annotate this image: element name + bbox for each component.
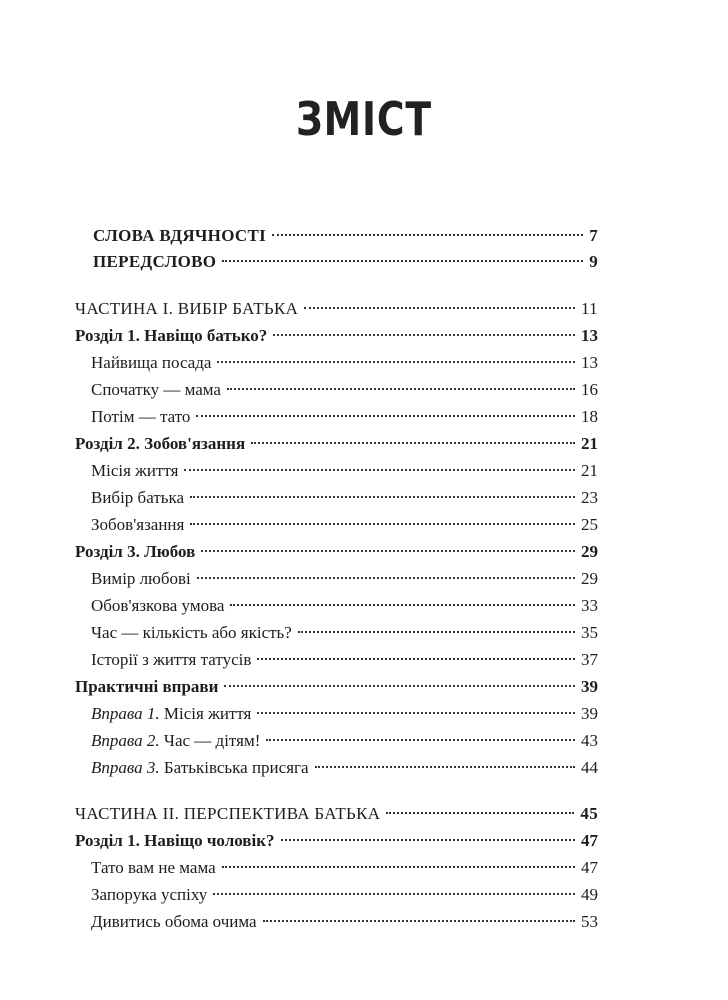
toc-entry	[91, 567, 598, 591]
leader-dots	[217, 361, 575, 363]
toc-entry-label: Розділ 1. Навіщо батько?	[75, 326, 268, 345]
toc-entry-label: Місія життя	[91, 461, 179, 480]
toc-entry-label: ЧАСТИНА ІІ. ПЕРСПЕКТИВА БАТЬКА	[75, 804, 381, 823]
toc-entry-label: СЛОВА ВДЯЧНОСТІ	[93, 226, 267, 245]
toc-entry-label: Потім — тато	[91, 407, 191, 426]
toc-entry-label: ПЕРЕДСЛОВО	[93, 252, 217, 271]
toc-entry	[91, 351, 598, 375]
leader-dots	[386, 812, 574, 814]
toc-entry-label: Дивитись обома очима	[91, 912, 257, 931]
leader-dots	[257, 712, 575, 714]
toc-entry-page: 21	[581, 461, 598, 480]
toc-entry	[91, 378, 598, 402]
toc-entry-label: Історії з життя татусів	[91, 650, 252, 669]
leader-dots	[222, 866, 575, 868]
toc-entry-label: Вимір любові	[91, 569, 191, 588]
toc-entry-label: Час — кількість або якість?	[91, 623, 292, 642]
leader-dots	[190, 496, 575, 498]
toc-entry-page: 25	[581, 515, 598, 534]
leader-dots	[273, 334, 575, 336]
toc-entry-page: 45	[580, 804, 598, 823]
toc-chapter	[75, 675, 598, 699]
toc-entry-page: 7	[589, 226, 598, 245]
toc-entry-page: 49	[581, 885, 598, 904]
toc-entry-page: 21	[581, 434, 598, 453]
exercise-title: Батьківська присяга	[163, 758, 309, 777]
toc-entry-page: 23	[581, 488, 598, 507]
toc-entry	[91, 486, 598, 510]
leader-dots	[266, 739, 575, 741]
toc-entry-page: 29	[581, 569, 598, 588]
toc-entry-page: 11	[581, 299, 598, 318]
exercise-title: Час — дітям!	[163, 731, 261, 750]
toc-entry-page: 47	[581, 858, 598, 877]
leader-dots	[184, 469, 575, 471]
toc-entry-page: 39	[581, 704, 598, 723]
leader-dots	[201, 550, 575, 552]
toc-entry-label: Спочатку — мама	[91, 380, 221, 399]
toc-entry-page: 16	[581, 380, 598, 399]
toc-entry-label	[91, 729, 266, 753]
toc-entry	[93, 224, 598, 248]
toc-part-heading	[75, 802, 598, 826]
toc-entry-label: Розділ 1. Навіщо чоловік?	[75, 831, 275, 850]
toc-entry-page: 47	[581, 831, 598, 850]
toc-entry-label: Вибір батька	[91, 488, 185, 507]
toc-entry	[91, 459, 598, 483]
leader-dots	[298, 631, 575, 633]
toc-entry	[91, 756, 598, 780]
toc-entry-label: Найвища посада	[91, 353, 212, 372]
toc-entry-label: Розділ 3. Любов	[75, 542, 196, 561]
toc-entry	[91, 729, 598, 753]
leader-dots	[230, 604, 575, 606]
toc-entry	[91, 883, 598, 907]
leader-dots	[222, 260, 583, 262]
toc-entry-label	[91, 756, 315, 780]
leader-dots	[251, 442, 575, 444]
exercise-prefix: Вправа 2.	[91, 731, 160, 750]
exercise-title: Місія життя	[163, 704, 252, 723]
leader-dots	[196, 415, 575, 417]
exercise-prefix: Вправа 3.	[91, 758, 160, 777]
toc-entry-label: Розділ 2. Зобов'язання	[75, 434, 246, 453]
leader-dots	[227, 388, 575, 390]
toc-entry-label	[91, 702, 257, 726]
toc-entry-label: Обов'язкова умова	[91, 596, 225, 615]
leader-dots	[304, 307, 575, 309]
toc-entry-page: 39	[581, 677, 598, 696]
toc-entry-label: Тато вам не мама	[91, 858, 216, 877]
leader-dots	[213, 893, 575, 895]
toc-entry-page: 29	[581, 542, 598, 561]
toc-entry-page: 35	[581, 623, 598, 642]
toc-entry	[91, 621, 598, 645]
toc-entry-label: Запорука успіху	[91, 885, 208, 904]
toc-entry-page: 37	[581, 650, 598, 669]
toc-entry	[91, 513, 598, 537]
leader-dots	[315, 766, 575, 768]
leader-dots	[197, 577, 575, 579]
toc-entry-label: ЧАСТИНА І. ВИБІР БАТЬКА	[75, 299, 299, 318]
toc-entry	[91, 594, 598, 618]
toc-entry-page: 13	[581, 326, 598, 345]
toc-chapter	[75, 432, 598, 456]
leader-dots	[263, 920, 575, 922]
toc-part-heading	[75, 297, 598, 321]
page-title: ЗМІСТ	[296, 92, 432, 146]
leader-dots	[272, 234, 583, 236]
toc-entry-page: 43	[581, 731, 598, 750]
toc-entry-label: Зобов'язання	[91, 515, 185, 534]
toc-chapter	[75, 540, 598, 564]
toc-chapter	[75, 324, 598, 348]
leader-dots	[257, 658, 575, 660]
leader-dots	[281, 839, 575, 841]
leader-dots	[190, 523, 575, 525]
toc-entry	[91, 405, 598, 429]
toc-entry	[93, 250, 598, 274]
exercise-prefix: Вправа 1.	[91, 704, 160, 723]
toc-entry-page: 13	[581, 353, 598, 372]
toc-entry-page: 9	[589, 252, 598, 271]
toc-entry-page: 18	[581, 407, 598, 426]
toc-entry-page: 44	[581, 758, 598, 777]
toc-entry	[91, 910, 598, 934]
toc-chapter	[75, 829, 598, 853]
toc-entry	[91, 856, 598, 880]
toc-entry-page: 53	[581, 912, 598, 931]
toc-entry-page: 33	[581, 596, 598, 615]
toc-entry	[91, 648, 598, 672]
toc-entry-label: Практичні вправи	[75, 677, 219, 696]
leader-dots	[224, 685, 575, 687]
toc-entry	[91, 702, 598, 726]
